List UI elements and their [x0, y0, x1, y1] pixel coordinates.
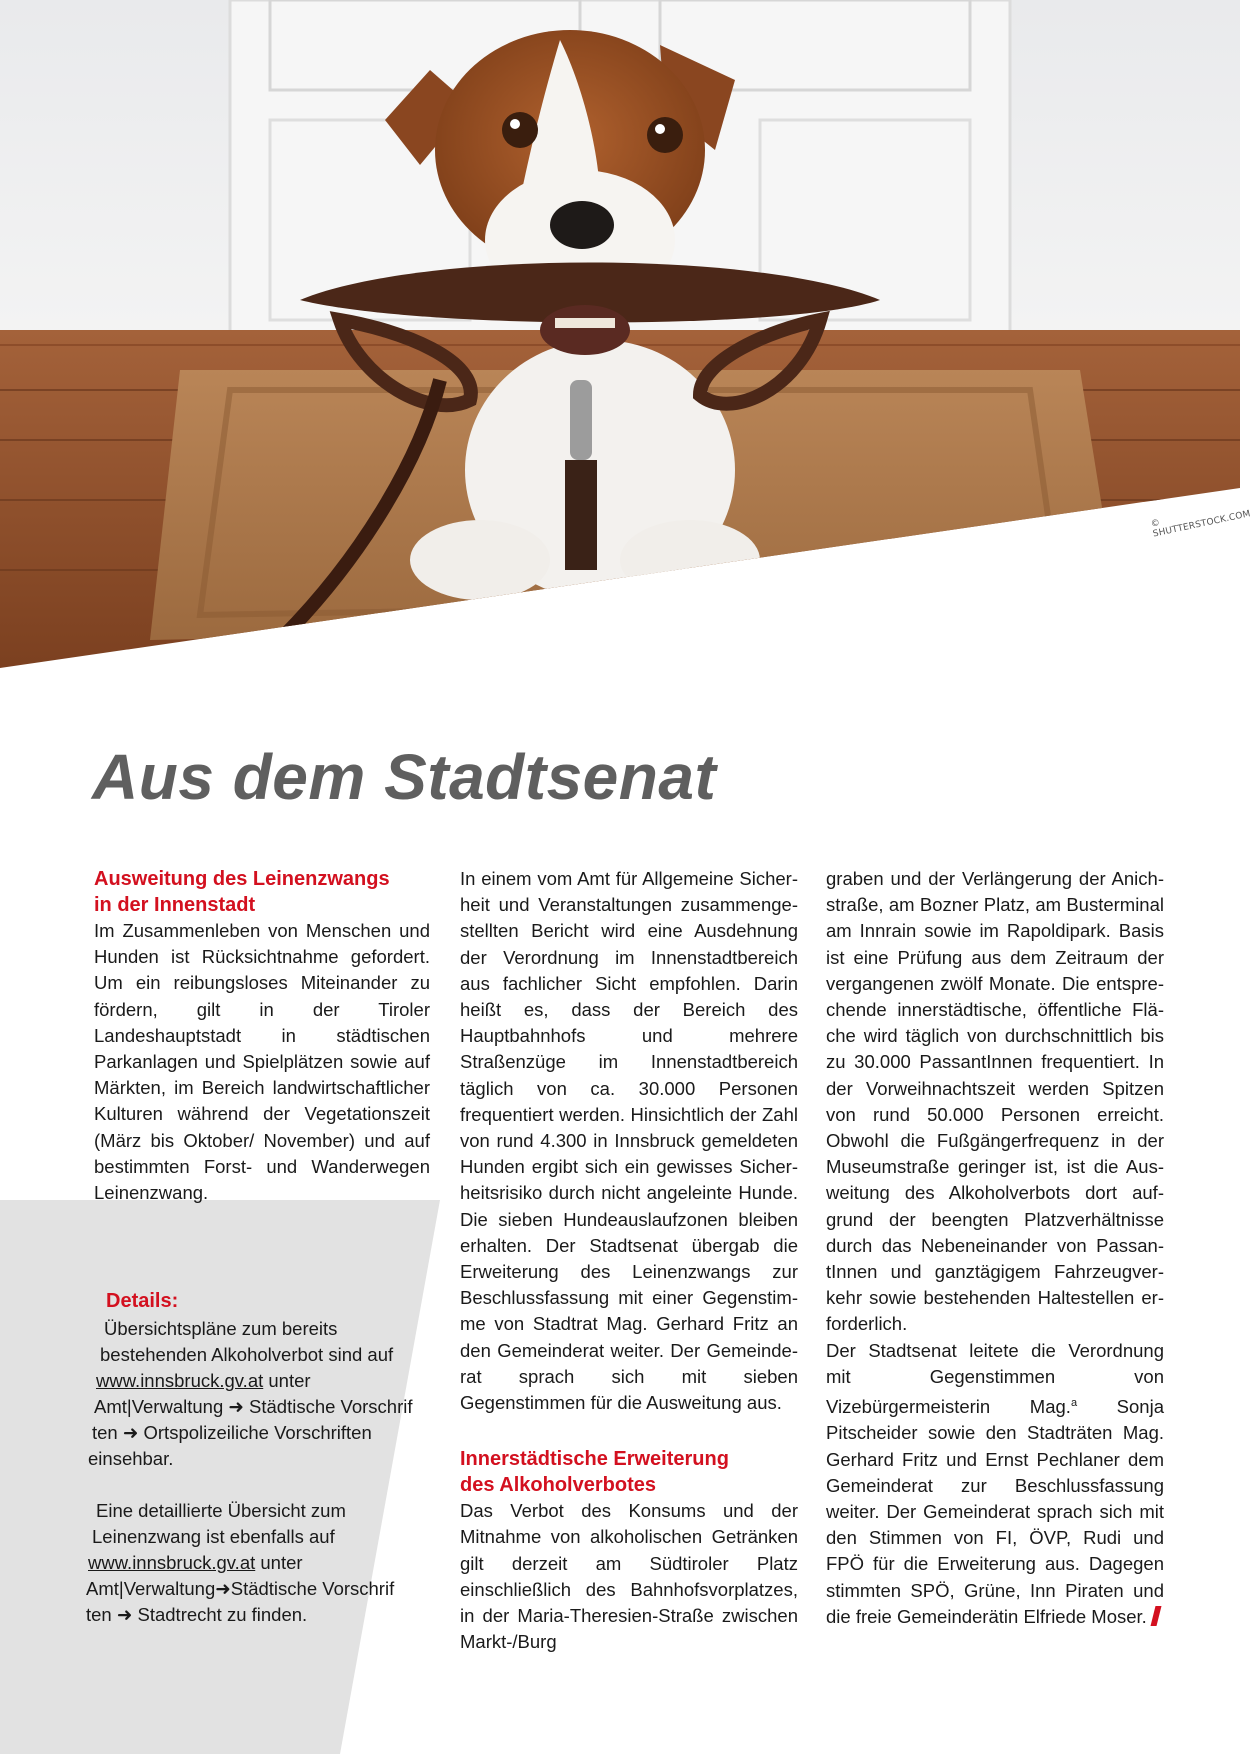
article-2-heading	[460, 1446, 798, 1498]
column-3	[826, 866, 1164, 1630]
details-line: einsehbar.	[88, 1448, 174, 1469]
details-line	[86, 1368, 426, 1394]
column-1	[94, 866, 430, 1206]
article-2-paragraph-1-cont: graben und der Verlängerung der Anichstraße, am Bozner Platz, am Busterminal am Innrain sowie im Rapoldipark. Basis ist eine Prüfung aus dem Zeitraum der vergangenen zwölf Monate. Die entsprechende innerstädtische, öffentliche Fläche wird täglich von durchschnittlich bis zu 30.000 PassantInnen frequentiert. In der Vorweihnachtszeit werden Spitzen von rund 50.000 Personen erreicht. Obwohl die Fußgängerfrequenz in der Museumstraße geringer ist, ist die Ausweitung des Alkoholverbots dort aufgrund der beengten Platzverhältnisse durch das Nebeneinander von PassantInnen und ganztägigem Fahrzeugverkehr sowie bestehenden Haltestellen erforderlich.	[826, 868, 1164, 1335]
heading-line: in der Innenstadt	[94, 894, 256, 916]
details-line: Amt|Verwaltung ➜ Städtische Vorschrif	[94, 1396, 413, 1417]
details-line: bestehenden Alkoholverbot sind auf	[100, 1344, 394, 1365]
article-1-paragraph-1: Im Zusammenleben von Menschen und Hunden ist Rücksichtnahme gefordert. Um ein reibungsloses Miteinander zu fördern, gilt in der Tiroler Landeshauptstadt in städtischen Parkanlagen und Spielplätzen sowie auf Märkten, im Bereich landwirtschaftlicher Kulturen während der Vegetationszeit (März bis Oktober/ November) und auf bestimmten Forst- und Wanderwegen Leinenzwang.	[94, 920, 430, 1204]
dog-with-leash-photo	[0, 0, 1240, 680]
heading-line: des Alkoholverbotes	[460, 1474, 656, 1497]
details-line: ten ➜ Stadtrecht zu finden.	[86, 1604, 308, 1625]
article-2-paragraph-1-start: Das Verbot des Konsums und der Mitnahme von alkoholischen Getränken gilt derzeit am Südtiroler Platz einschließlich des Bahnhofsvorplatzes, in der Maria-Theresien-Straße zwischen Markt-/Burg	[460, 1500, 798, 1653]
article-1-heading	[94, 866, 430, 918]
details-line	[86, 1550, 426, 1576]
details-heading: Details:	[106, 1290, 179, 1312]
photo-credit: © SHUTTERSTOCK.COM	[1150, 509, 1252, 540]
website-link[interactable]: www.innsbruck.gv.at	[96, 1370, 264, 1391]
article-1-paragraph-2: In einem vom Amt für Allgemeine Sicherheit und Veranstaltungen zusammengestellten Bericht wird eine Ausdehnung der Verordnung im Innenstadtbereich aus fachlicher Sicht empfohlen. Darin heißt es, dass der Bereich des Hauptbahnhofs und mehrere Straßenzüge im Innenstadtbereich täglich von ca. 30.000 Personen frequentiert werden. Hinsichtlich der Zahl von rund 4.300 in Innsbruck gemeldeten Hunden ergibt sich ein gewisses Sicherheitsrisiko durch nicht angeleinte Hunde. Die sieben Hundeauslaufzonen bleiben erhalten. Der Stadtsenat übergab die Erweiterung des Leinenzwangs zur Beschlussfassung mit einer Gegenstimme von Stadtrat Mag. Gerhard Fritz an den Gemeinderat weiter. Der Gemeinderat sprach sich mit sieben Gegenstimmen für die Ausweitung aus.	[460, 868, 798, 1414]
heading-line: Ausweitung des Leinenzwangs	[94, 868, 390, 890]
details-line: Eine detaillierte Übersicht zum	[96, 1500, 346, 1521]
article-end-mark-icon	[1150, 1606, 1161, 1626]
website-link[interactable]: www.innsbruck.gv.at	[88, 1552, 256, 1573]
article-2-paragraph-2	[826, 1338, 1164, 1630]
page-title: Aus dem Stadtsenat	[92, 741, 717, 813]
details-line: Leinenzwang ist ebenfalls auf	[92, 1526, 335, 1547]
details-line: Amt|Verwaltung➜Städtische Vorschrif	[86, 1578, 395, 1599]
details-line-text: unter	[263, 1370, 311, 1391]
details-line: Übersichtspläne zum bereits	[104, 1318, 338, 1339]
paragraph-text: Sonja Pitscheider sowie den Stadträten Mag. Gerhard Fritz und Ernst Pechlaner dem Gemeinderat zur Beschlussfassung weiter. Der Gemeinderat sprach sich mit den Stimmen von FI, ÖVP, Rudi und FPÖ für die Erweiterung aus. Dagegen stimmten SPÖ, Grüne, Inn Piraten und die freie Gemeinderätin Elfriede Moser.	[826, 1396, 1164, 1627]
details-line-text: unter	[255, 1552, 303, 1573]
superscript: a	[1070, 1397, 1078, 1410]
column-2	[460, 866, 798, 1655]
paragraph-text: Der Stadtsenat leitete die Verordnung mit Gegenstimmen von Vizebürgermeisterin Mag.	[826, 1339, 1164, 1418]
details-line: ten ➜ Ortspolizeiliche Vorschriften	[92, 1422, 372, 1443]
details-box	[86, 1288, 426, 1628]
hero-photo	[0, 0, 1240, 680]
heading-line: Innerstädtische Erweiterung	[460, 1448, 729, 1471]
